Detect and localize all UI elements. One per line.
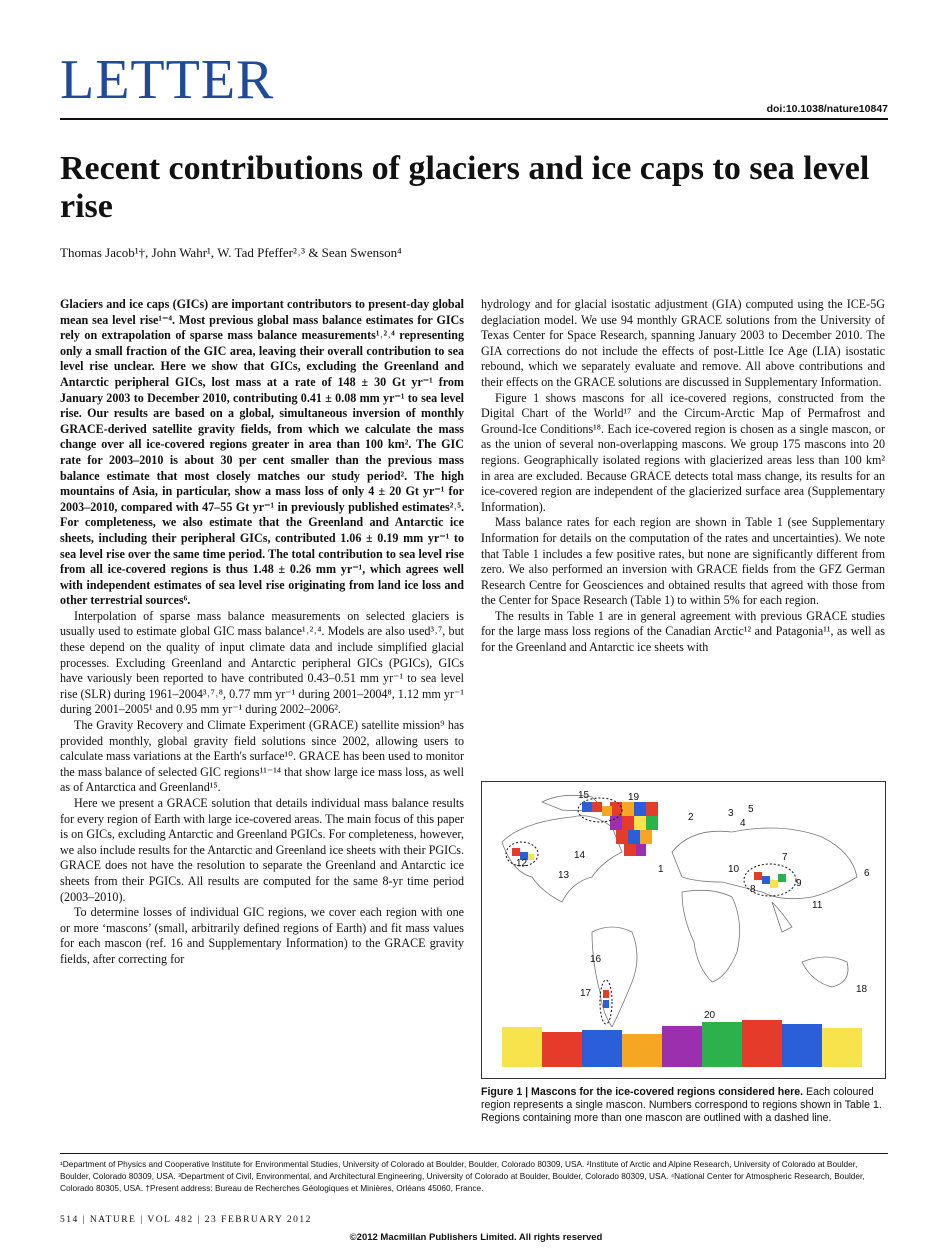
- paragraph: Here we present a GRACE solution that details individual mass balance results for every region of Earth with large ice-covered areas. The main focus of this paper is on GICs, excluding Antarctic and Greenland PGICs. For completeness, however, we also include results for the Antarctic and Greenland ice sheets with their PGICs. GRACE does not have the resolution to separate the Greenland and Antarctic ice sheets from their PGICs. All results are computed for the same 8-yr time period (2003–2010).: [60, 796, 464, 904]
- svg-text:18: 18: [856, 984, 868, 995]
- svg-text:10: 10: [728, 864, 740, 875]
- svg-text:7: 7: [782, 852, 788, 863]
- paragraph: The results in Table 1 are in general agreement with previous GRACE studies for the large mass loss regions of the Canadian Arctic¹² and Patagonia¹¹, as well as for the Greenland and Antarctic ice sheets with: [481, 608, 885, 655]
- paragraph: To determine losses of individual GIC regions, we cover each region with one or more ‘mascons’ (small, arbitrarily defined regions of Earth) and fit mass values for each mascon (ref. 16 and Supplementary Information) to the GRACE gravity fields, after correcting for: [60, 905, 464, 966]
- author-list: Thomas Jacob¹†, John Wahr¹, W. Tad Pfeffer²˒³ & Sean Swenson⁴: [60, 245, 402, 260]
- svg-text:12: 12: [516, 858, 528, 869]
- paragraph: hydrology and for glacial isostatic adjustment (GIA) computed using the ICE-5G deglaciation model. We use 94 monthly GRACE solutions from the University of Texas Center for Space Research, spanning January 2003 to December 2010. The GIA corrections do not include the effects of post-Little Ice Age (LIA) isostatic rebound, which we separately evaluate and remove. All above contributions and their effects on the GRACE solutions are discussed in Supplementary Information.: [481, 297, 885, 389]
- svg-text:17: 17: [580, 988, 592, 999]
- svg-text:19: 19: [628, 792, 640, 803]
- svg-text:4: 4: [740, 818, 746, 829]
- page-footer: 514 | NATURE | VOL 482 | 23 FEBRUARY 2012: [60, 1215, 312, 1225]
- svg-text:8: 8: [750, 884, 756, 895]
- column-left: [60, 297, 464, 968]
- paragraph: Mass balance rates for each region are shown in Table 1 (see Supplementary Information for details on the computation of the rates and uncertainties). We note that Table 1 includes a few positive rates, but none are significantly different from zero. We also performed an inversion with GRACE fields from the GFZ German Research Centre for Geosciences and obtained results that agreed with those from the Center for Space Research (Table 1) to within 5% for each region.: [481, 515, 885, 608]
- svg-text:9: 9: [796, 878, 802, 889]
- caption-title: Figure 1 | Mascons for the ice-covered regions considered here.: [481, 1086, 804, 1098]
- copyright-notice: ©2012 Macmillan Publishers Limited. All rights reserved: [349, 1232, 603, 1243]
- caption-text: Each coloured region represents a single mascon. Numbers correspond to regions shown in Table 1. Regions containing more than one mascon are outlined with a dashed line.: [481, 1086, 882, 1125]
- paragraph: The Gravity Recovery and Climate Experiment (GRACE) satellite mission⁹ has provided monthly, global gravity field solutions since 2002, allowing users to calculate mass variations at the Earth's surface¹⁰. GRACE has been used to monitor the mass balance of selected GIC regions¹¹⁻¹⁴ that show large ice mass loss, as well as of Antarctica and Greenland¹⁵.: [60, 718, 464, 795]
- paragraph: Interpolation of sparse mass balance measurements on selected glaciers is usually used to estimate global GIC mass balance¹˒²˒⁴. Models are also used³˒⁷, but these depend on the quality of input climate data and include simplified glacial processes. Excluding Greenland and Antarctic peripheral GICs (PGICs), GICs have variously been reported to have contributed 0.43–0.51 mm yr⁻¹ to sea level rise (SLR) during 1961–2004³˒⁷˒⁸, 0.77 mm yr⁻¹ during 2001–2004⁸, 1.12 mm yr⁻¹ during 2001–2005¹ and 0.95 mm yr⁻¹ during 2002–2006².: [60, 608, 464, 717]
- abstract: Glaciers and ice caps (GICs) are important contributors to present-day global mean sea level rise¹⁻⁴. Most previous global mass balance estimates for GICs rely on extrapolation of sparse mass balance measurements¹˒²˒⁴ representing only a small fraction of the GIC area, leaving their overall contribution to sea level rise unclear. Here we show that GICs, excluding the Greenland and Antarctic peripheral GICs, lost mass at a rate of 148 ± 30 Gt yr⁻¹ from January 2003 to December 2010, contributing 0.41 ± 0.08 mm yr⁻¹ to sea level rise. Our results are based on a global, simultaneous inversion of monthly GRACE-derived satellite gravity fields, from which we calculate the mass change over all ice-covered regions greater in area than 100 km². The GIC rate for 2003–2010 is about 30 per cent smaller than the previous mass balance estimate that most closely matches our study period². The high mountains of Asia, in particular, show a mass loss of only 4 ± 20 Gt yr⁻¹ for 2003–2010, compared with 47–55 Gt yr⁻¹ in previously published estimates²˒⁵. For completeness, we also estimate that the Greenland and Antarctic ice sheets, including their peripheral GICs, contributed 1.06 ± 0.19 mm yr⁻¹ to sea level rise over the same time period. The total contribution to sea level rise from all ice-covered regions is thus 1.48 ± 0.26 mm yr⁻¹, which agrees well with independent estimates of sea level rise originating from land ice loss and other terrestrial sources⁶.: [60, 297, 464, 608]
- column-right: [481, 297, 885, 656]
- paragraph: Figure 1 shows mascons for all ice-covered regions, constructed from the Digital Chart of the World¹⁷ and the Circum-Arctic Map of Permafrost and Ground-Ice Conditions¹⁸. Each ice-covered region is chosen as a single mascon, or as the union of several non-overlapping mascons. We group 175 mascons into 20 regions. Geographically isolated regions with glacierized areas less than 100 km² in area are excluded. Because GRACE detects total mass change, its results for an ice-covered region are independent of the glacierized surface area (Supplementary Information).: [481, 390, 885, 514]
- svg-text:20: 20: [704, 1010, 716, 1021]
- doi: doi:10.1038/nature10847: [766, 103, 888, 115]
- header-rule: [60, 118, 888, 120]
- section-label: LETTER: [60, 49, 275, 111]
- svg-text:16: 16: [590, 954, 602, 965]
- article-title: Recent contributions of glaciers and ice caps to sea level rise: [60, 150, 870, 225]
- svg-text:5: 5: [748, 804, 754, 815]
- svg-text:6: 6: [864, 868, 870, 879]
- affiliations: ¹Department of Physics and Cooperative Institute for Environmental Studies, University of Colorado at Boulder, Boulder, Colorado 80309, USA. ²Institute of Arctic and Alpine Research, University of Colorado at Boulder, Boulder, Colorado 80309, USA. ³Department of Civil, Environmental, and Architectural Engineering, University of Colorado at Boulder, Boulder, Colorado 80309, USA. ⁴National Center for Atmospheric Research, Boulder, Colorado 80305, USA. †Present address: Bureau de Recherches Géologiques et Minières, Orléans 45060, France.: [60, 1159, 865, 1193]
- svg-text:11: 11: [812, 900, 823, 911]
- footnote-rule: [60, 1153, 888, 1154]
- figure-caption: [481, 1086, 885, 1126]
- svg-text:13: 13: [558, 870, 570, 881]
- svg-text:14: 14: [574, 850, 586, 861]
- figure-1: [481, 781, 886, 1079]
- svg-text:3: 3: [728, 808, 734, 819]
- svg-text:1: 1: [658, 864, 664, 875]
- world-map-mascons: [482, 782, 885, 1078]
- svg-text:15: 15: [578, 790, 590, 801]
- svg-text:2: 2: [688, 812, 694, 823]
